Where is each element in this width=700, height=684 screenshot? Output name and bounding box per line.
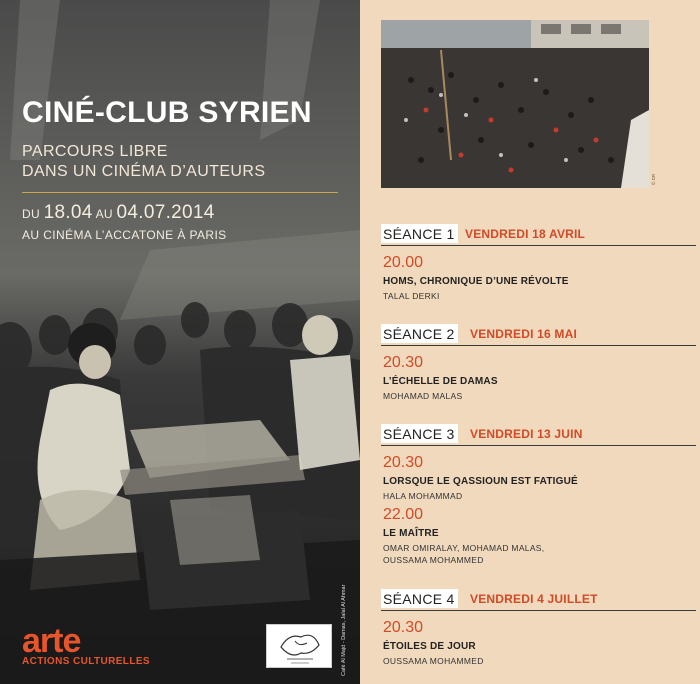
film-title: LE MAÎTRE	[383, 528, 439, 539]
screening-time: 20.30	[383, 454, 424, 471]
seance-day: VENDREDI 18 AVRIL	[465, 227, 586, 241]
seance-2	[381, 324, 696, 401]
film-director: OUSSAMA MOHAMMED	[383, 656, 484, 666]
dates-end: 04.07.2014	[116, 202, 215, 223]
partner-logo	[266, 624, 332, 668]
screening-time: 20.30	[383, 619, 424, 636]
film-title: LORSQUE LE QASSIOUN EST FATIGUÉ	[383, 476, 578, 487]
film-director: HALA MOHAMMAD	[383, 491, 463, 501]
seance-day: VENDREDI 4 JUILLET	[470, 592, 598, 606]
dates-du: DU	[22, 207, 40, 221]
photo-credit: © DR	[651, 173, 656, 185]
poster-title: CINÉ-CLUB SYRIEN	[22, 96, 312, 129]
screening-time: 20.30	[383, 354, 424, 371]
seance-1	[381, 224, 696, 301]
seance-header	[381, 589, 696, 611]
seance-header	[381, 224, 696, 246]
film-title: L’ÉCHELLE DE DAMAS	[383, 376, 498, 387]
film-director: MOHAMAD MALAS	[383, 391, 463, 401]
film-director: OUSSAMA MOHAMMED	[383, 555, 484, 565]
dates-start: 18.04	[43, 202, 93, 223]
protest-crowd-image	[381, 20, 649, 188]
screening-time: 20.00	[383, 254, 424, 271]
poster-dates	[22, 202, 215, 224]
screening-time: 22.00	[383, 506, 424, 523]
poster-subtitle	[22, 142, 265, 182]
artwork-credit: Café Al Majd - Damas, Jalal Al Ahmar	[341, 584, 347, 676]
arte-logo: arte	[22, 622, 81, 660]
seance-day: VENDREDI 16 MAI	[470, 327, 578, 341]
film-director: TALAL DERKI	[383, 291, 440, 301]
subtitle-line-2: DANS UN CINÉMA D’AUTEURS	[22, 163, 266, 180]
seance-header	[381, 324, 696, 346]
subtitle-line-1: PARCOURS LIBRE	[22, 143, 168, 160]
seance-label: SÉANCE 1	[381, 224, 458, 243]
crowd-photo	[381, 20, 649, 188]
seance-label: SÉANCE 4	[381, 589, 458, 608]
partner-emblem-icon	[267, 625, 333, 669]
arte-actions-culturelles: ACTIONS CULTURELLES	[22, 656, 150, 667]
seance-day: VENDREDI 13 JUIN	[470, 427, 583, 441]
seance-4	[381, 589, 696, 666]
film-title: ÉTOILES DE JOUR	[383, 641, 476, 652]
seance-header	[381, 424, 696, 446]
film-director: OMAR OMIRALAY, MOHAMAD MALAS,	[383, 543, 545, 553]
seance-label: SÉANCE 3	[381, 424, 458, 443]
poster-venue: AU CINÉMA L’ACCATONE À PARIS	[22, 228, 227, 242]
seance-label: SÉANCE 2	[381, 324, 458, 343]
dates-au: AU	[95, 207, 113, 221]
poster-divider	[22, 192, 338, 193]
film-title: HOMS, CHRONIQUE D’UNE RÉVOLTE	[383, 276, 569, 287]
seance-3	[381, 424, 696, 565]
